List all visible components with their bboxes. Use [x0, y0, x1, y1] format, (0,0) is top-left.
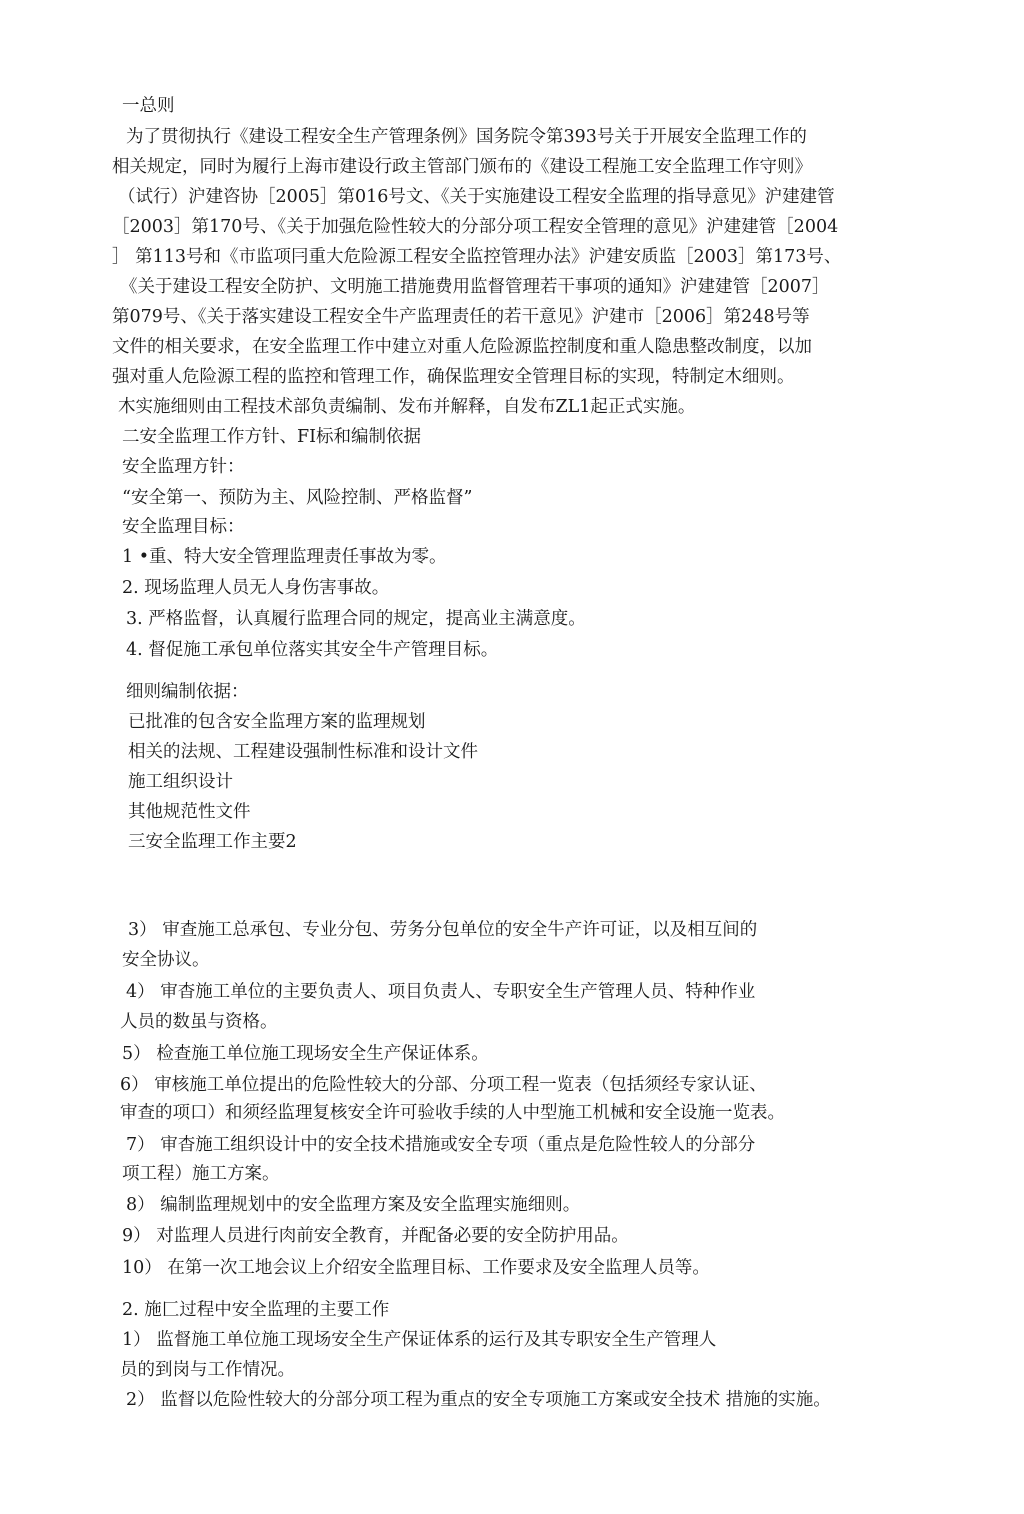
- section-heading: 2. 施匚过程中安全监理的主要工作: [122, 1300, 390, 1320]
- list-item-continuation: 项工程）施工方案。: [122, 1164, 280, 1184]
- list-item-continuation: 审查的项口）和须经监理复核安全许可验收手续的人中型施工机械和安全设施一览表。: [120, 1103, 785, 1123]
- list-item: 3. 严格监督，认真履行监理合同的规定，提高业主满意度。: [126, 609, 586, 629]
- list-item: 其他规范性文件: [128, 802, 251, 822]
- list-item: 施工组织设计: [128, 772, 233, 792]
- paragraph-line: 木实施细则由工程技术部负责编制、发布并解释，自发布ZL1起正式实施。: [118, 397, 696, 417]
- subheading: 细则编制依据：: [126, 682, 249, 702]
- list-item: 3） 审查施工总承包、专业分包、劳务分包单位的安全牛产许可证，以及相互间的: [128, 920, 758, 940]
- list-item-continuation: 员的到岗与工作情况。: [120, 1360, 295, 1380]
- paragraph-line: ］ 第113号和《市监项冃重大危险源工程安全监控管理办法》沪建安质监［2003］第173号、: [112, 247, 842, 267]
- subheading: 安全监理目标：: [122, 517, 245, 537]
- paragraph-line: （试行）沪建咨协［2005］第016号文、《关于实施建设工程安全监理的指导意见》沪建建管: [118, 187, 835, 207]
- list-item: 2） 监督以危险性较大的分部分项工程为重点的安全专项施工方案或安全技术 措施的实施。: [126, 1390, 831, 1410]
- subheading: 安全监理方针：: [122, 457, 245, 477]
- section-heading: 三安全监理工作主要2: [128, 832, 297, 852]
- section-heading: 一总则: [122, 96, 175, 116]
- list-item: 10） 在第一次工地会议上介绍安全监理目标、工作要求及安全监理人员等。: [122, 1258, 710, 1278]
- section-heading: 二安全监理工作方针、FI标和编制依据: [122, 427, 422, 447]
- list-item: 1） 监督施工单位施工现场安全生产保证体系的运行及其专职安全生产管理人: [122, 1330, 717, 1350]
- list-item: 相关的法规、工程建设强制性标准和设计文件: [128, 742, 478, 762]
- list-item: 9） 对监理人员进行肉前安全教育，并配备必要的安全防护用品。: [122, 1226, 629, 1246]
- list-item: 已批准的包含安全监理方案的监理规划: [128, 712, 426, 732]
- list-item: 2. 现场监理人员无人身伤害事故。: [122, 578, 390, 598]
- list-item: 4） 审杳施工单位的主要负责人、项目负责人、专职安全生产管理人员、特种作业: [126, 982, 756, 1002]
- paragraph-line: 相关规定，同时为履行上海市建设行政主管部门颁布的《建设工程施工安全监理工作守则》: [112, 157, 812, 177]
- list-item: 6） 审核施工单位提出的危险性较大的分部、分项工程一览表（包括须经专家认证、: [120, 1075, 767, 1095]
- list-item-continuation: 人员的数虽与资格。: [120, 1012, 278, 1032]
- list-item: 1 •重、特大安全管理监理责任事故为零。: [122, 547, 447, 567]
- list-item: 7） 审杳施工组织设计中的安全技术措施或安全专项（重点是危险性较人的分部分: [126, 1135, 756, 1155]
- list-item-continuation: 安全协议。: [122, 950, 210, 970]
- list-item: 4. 督促施工承包单位落实其安全牛产管理目标。: [126, 640, 499, 660]
- paragraph-line: 强对重人危险源工程的监控和管理工作，确保监理安全管理目标的实现，特制定木细则。: [112, 367, 795, 387]
- paragraph-line: ［2003］第170号、《关于加强危险性较大的分部分项工程安全管理的意见》沪建建管［2004: [112, 217, 839, 237]
- paragraph-line: 文件的相关要求，在安全监理工作中建立对重人危险源监控制度和重人隐患整改制度，以加: [112, 337, 812, 357]
- paragraph-line: 第079号、《关于落实建设工程安全牛产监理责任的若干意见》沪建市［2006］第248号等: [112, 307, 810, 327]
- paragraph-line: 《关于建设工程安全防护、文明施工措施费用监督管理若干事项的通知》沪建建管［2007］: [120, 277, 830, 297]
- list-item: 8） 编制监理规划中的安全监理方案及安全监理实施细则。: [126, 1195, 581, 1215]
- paragraph-line: 为了贯彻执行《建设工程安全生产管理条例》国务院令第393号关于开展安全监理工作的: [126, 127, 807, 147]
- list-item: 5） 检查施工单位施工现场安全生产保证体系。: [122, 1044, 489, 1064]
- quote-line: “安全第一、预防为主、风险控制、严格监督”: [122, 488, 473, 508]
